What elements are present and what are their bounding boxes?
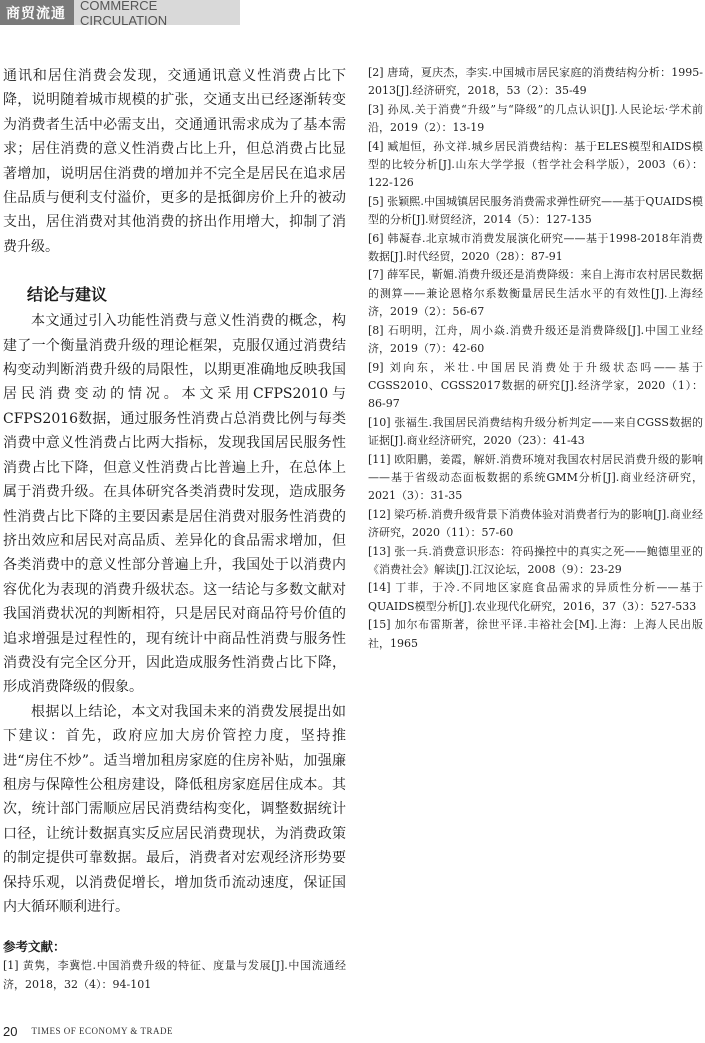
reference-item: [5] 张颖熙.中国城镇居民服务消费需求弹性研究——基于QUAIDS模型的分析[J].财贸经济，2014（5）：127-135: [368, 194, 703, 227]
reference-item: [3] 孙凤.关于消费“升级”与“降级”的几点认识[J].人民论坛·学术前沿，2019（2）：13-19: [368, 102, 703, 135]
reference-item: [4] 臧旭恒，孙文祥.城乡居民消费结构：基于ELES模型和AIDS模型的比较分析[J].山东大学学报（哲学社会科学版），2003（6）：122-126: [368, 139, 703, 190]
right-column: [368, 64, 703, 653]
reference-item: [14] 丁菲，于冷.不同地区家庭食品需求的异质性分析——基于QUAIDS模型分析[J].农业现代化研究，2016，37（3）：527-533: [368, 581, 703, 613]
section-label-en: COMMERCE CIRCULATION: [74, 0, 240, 25]
reference-item: [15] 加尔布雷斯著，徐世平译.丰裕社会[M].上海：上海人民出版社，1965: [368, 618, 703, 650]
reference-item: [8] 石明明，江舟，周小焱.消费升级还是消费降级[J].中国工业经济，2019（7）：42-60: [368, 323, 703, 356]
page-number: 20: [3, 1023, 18, 1039]
reference-item: [2] 唐琦，夏庆杰，李实.中国城市居民家庭的消费结构分析：1995-2013[J].经济研究，2018，53（2）：35-49: [368, 66, 703, 98]
body-paragraph-3: 根据以上结论，本文对我国未来的消费发展提出如下建议：首先，政府应加大房价管控力度，坚持推进“房住不炒”。适当增加租房家庭的住房补贴，加强廉租房与保障性公租房建设，降低租房家庭居住成本。其次，统计部门需顺应居民消费结构变化，调整数据统计口径，让统计数据真实反应居民消费现状，为消费政策的制定提供可靠数据。最后，消费者对宏观经济形势要保持乐观，以消费促增长，增加货币流动速度，保证国内大循环顺利进行。: [3, 703, 346, 915]
reference-item: [12] 梁巧桥.消费升级背景下消费体验对消费者行为的影响[J].商业经济研究，2020（11）：57-60: [368, 507, 703, 540]
references-heading: 参考文献：: [3, 939, 66, 955]
body-paragraph-1: 通讯和居住消费会发现，交通通讯意义性消费占比下降，说明随着城市规模的扩张，交通支出已经逐渐转变为消费者生活中必需支出，交通通讯需求成为了基本需求；居住消费的意义性消费占比上升，但总消费占比显著增加，说明居住消费的增加并不完全是居民在追求居住品质与便利支付溢价，更多的是抵御房价上升的被动支出，居住消费对其他消费的挤出作用增大，抑制了消费升级。: [3, 68, 346, 255]
reference-item: [13] 张一兵.消费意识形态：符码操控中的真实之死——鲍德里亚的《消费社会》解读[J].江汉论坛，2008（9）：23-29: [368, 544, 703, 576]
reference-item: [10] 张福生.我国居民消费结构升级分析判定——来自CGSS数据的证据[J].商业经济研究，2020（23）：41-43: [368, 415, 703, 448]
reference-item: [7] 薛军民，靳媚.消费升级还是消费降级：来自上海市农村居民数据的测算——兼论恩格尔系数衡量居民生活水平的有效性[J].上海经济，2019（2）：56-67: [368, 268, 703, 319]
reference-item: [6] 韩凝春.北京城市消费发展演化研究——基于1998-2018年消费数据[J].时代经贸，2020（28）：87-91: [368, 231, 703, 264]
left-column: [3, 64, 346, 994]
section-label-cn: 商贸流通: [0, 0, 74, 25]
reference-item-1: [1] 黄隽，李冀恺.中国消费升级的特征、度量与发展[J].中国流通经济，2018，32（4）：94-101: [3, 959, 346, 991]
page-footer: [3, 1021, 173, 1041]
section-heading-conclusion: 结论与建议: [27, 285, 108, 305]
journal-name: TIMES OF ECONOMY & TRADE: [31, 1026, 173, 1036]
body-paragraph-2: 本文通过引入功能性消费与意义性消费的概念，构建了一个衡量消费升级的理论框架，克服仅通过消费结构变动判断消费升级的局限性，以期更准确地反映我国居民消费变动的情况。本文采用CFPS2010与CFPS2016数据，通过服务性消费占总消费比例与每类消费中意义性消费占比两大指标，发现我国居民服务性消费占比下降，但意义性消费占比普遍上升，在总体上属于消费升级。在具体研究各类消费时发现，造成服务性消费占比下降的主要因素是居住消费对服务性消费的挤出效应和居民对高品质、差异化的食品需求增加，但各类消费中的意义性部分普遍上升，我国处于以消费内容优化为表现的消费升级状态。这一结论与多数文献对我国消费状况的判断相符，只是居民对商品符号价值的追求增强是过程性的，现有统计中商品性消费与服务性消费没有完全区分开，因此造成服务性消费占比下降，形成消费降级的假象。: [3, 313, 346, 696]
reference-item: [9] 刘向东，米壮.中国居民消费处于升级状态吗——基于CGSS2010、CGSS2017数据的研究[J].经济学家，2020（1）：86-97: [368, 360, 703, 411]
reference-item: [11] 欧阳鹏，姜霞，解妍.消费环境对我国农村居民消费升级的影响——基于省级动态面板数据的系统GMM分析[J].商业经济研究，2021（3）：31-35: [368, 452, 703, 503]
section-header: [0, 0, 240, 28]
